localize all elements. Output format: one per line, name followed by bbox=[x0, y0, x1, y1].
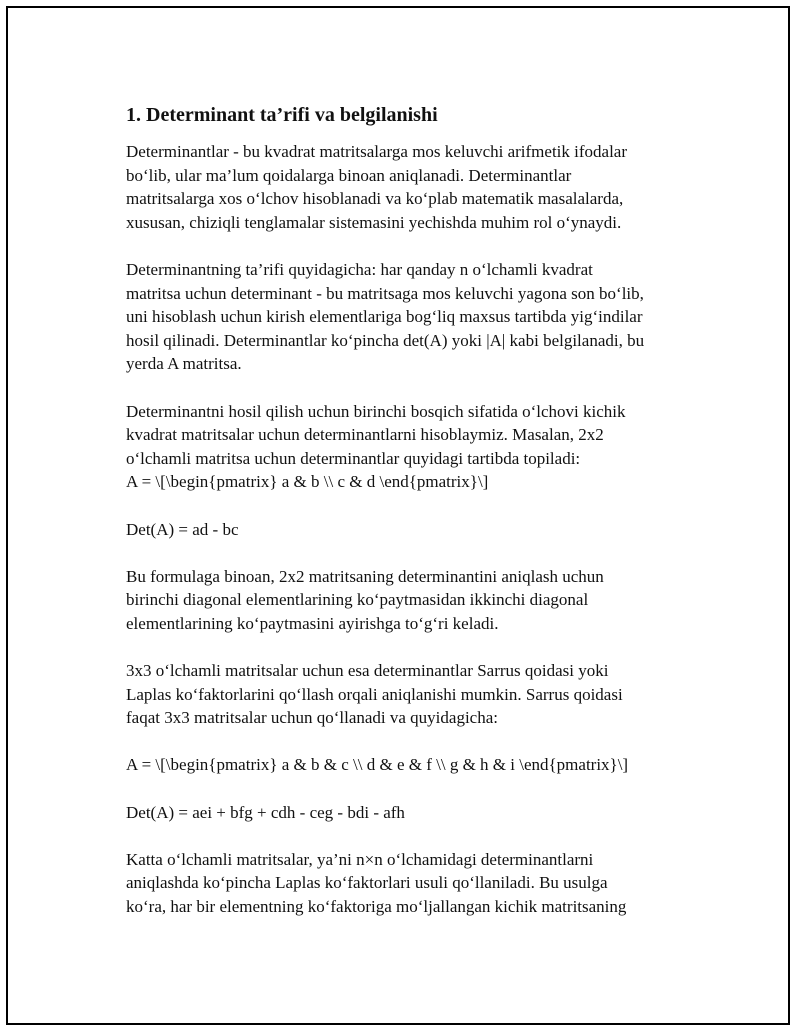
text-line: kvadrat matritsalar uchun determinantlarni hisoblaymiz. Masalan, 2x2 bbox=[126, 425, 604, 445]
text-line: Determinantlar - bu kvadrat matritsalarga mos keluvchi arifmetik ifodalar bbox=[126, 142, 628, 161]
text-line: Determinantning ta’rifi quyidagicha: har qanday n o‘lchamli kvadrat bbox=[126, 259, 593, 279]
text-line: bo‘lib, ular ma’lum qoidalarga binoan aniqlanadi. Determinantlar bbox=[126, 165, 572, 185]
text-line: elementlarining ko‘paytmasini ayirishga to‘g‘ri keladi. bbox=[126, 613, 499, 633]
text-line: faqat 3x3 matritsalar uchun qo‘llanadi va quyidagicha: bbox=[126, 708, 498, 728]
text-line: matritsalarga xos o‘lchov hisoblanadi va ko‘plab matematik masalalarda, bbox=[126, 189, 624, 209]
text-line: Det(A) = ad - bc bbox=[126, 519, 239, 539]
text-line: yerda A matritsa. bbox=[126, 354, 242, 374]
text-line: uni hisoblash uchun kirish elementlariga bog‘liq maxsus tartibda yig‘indilar bbox=[126, 307, 643, 327]
paragraph bbox=[126, 848, 696, 919]
text-line: Katta o‘lchamli matritsalar, ya’ni n×n o‘lchamidagi determinantlarni bbox=[126, 849, 594, 869]
paragraph bbox=[126, 518, 696, 542]
paragraph bbox=[126, 565, 696, 636]
paragraph bbox=[126, 400, 696, 494]
text-line: xususan, chiziqli tenglamalar sistemasini yechishda muhim rol o‘ynaydi. bbox=[126, 212, 622, 232]
document-page bbox=[6, 6, 790, 1025]
document-content bbox=[126, 102, 696, 942]
text-line: matritsa uchun determinant - bu matritsaga mos keluvchi yagona son bo‘lib, bbox=[126, 283, 644, 303]
text-line: Laplas ko‘faktorlarini qo‘llash orqali aniqlanishi mumkin. Sarrus qoidasi bbox=[126, 684, 623, 704]
paragraph bbox=[126, 801, 696, 825]
text-line: 3x3 o‘lchamli matritsalar uchun esa determinantlar Sarrus qoidasi yoki bbox=[126, 661, 609, 681]
text-line: A = \[\begin{pmatrix} a & b \\ c & d \end{pmatrix}\] bbox=[126, 472, 489, 492]
text-line: birinchi diagonal elementlarining ko‘paytmasidan ikkinchi diagonal bbox=[126, 590, 589, 610]
paragraph bbox=[126, 140, 696, 234]
text-line: A = \[\begin{pmatrix} a & b & c \\ d & e & f \\ g & h & i \end{pmatrix}\] bbox=[126, 755, 629, 775]
section-heading: 1. Determinant ta’rifi va belgilanishi bbox=[126, 104, 438, 126]
paragraph bbox=[126, 753, 696, 777]
text-line: Determinantni hosil qilish uchun birinchi bosqich sifatida o‘lchovi kichik bbox=[126, 401, 626, 421]
paragraph bbox=[126, 258, 696, 376]
paragraph-list bbox=[126, 140, 696, 919]
text-line: ko‘ra, har bir elementning ko‘faktoriga mo‘ljallangan kichik matritsaning bbox=[126, 897, 627, 916]
text-line: Det(A) = aei + bfg + cdh - ceg - bdi - afh bbox=[126, 802, 405, 822]
text-line: aniqlashda ko‘pincha Laplas ko‘faktorlari usuli qo‘llaniladi. Bu usulga bbox=[126, 873, 608, 893]
paragraph bbox=[126, 659, 696, 730]
text-line: hosil qilinadi. Determinantlar ko‘pincha det(A) yoki |A| kabi belgilanadi, bu bbox=[126, 330, 645, 350]
text-line: Bu formulaga binoan, 2x2 matritsaning determinantini aniqlash uchun bbox=[126, 566, 604, 586]
text-line: o‘lchamli matritsa uchun determinantlar quyidagi tartibda topiladi: bbox=[126, 448, 581, 468]
